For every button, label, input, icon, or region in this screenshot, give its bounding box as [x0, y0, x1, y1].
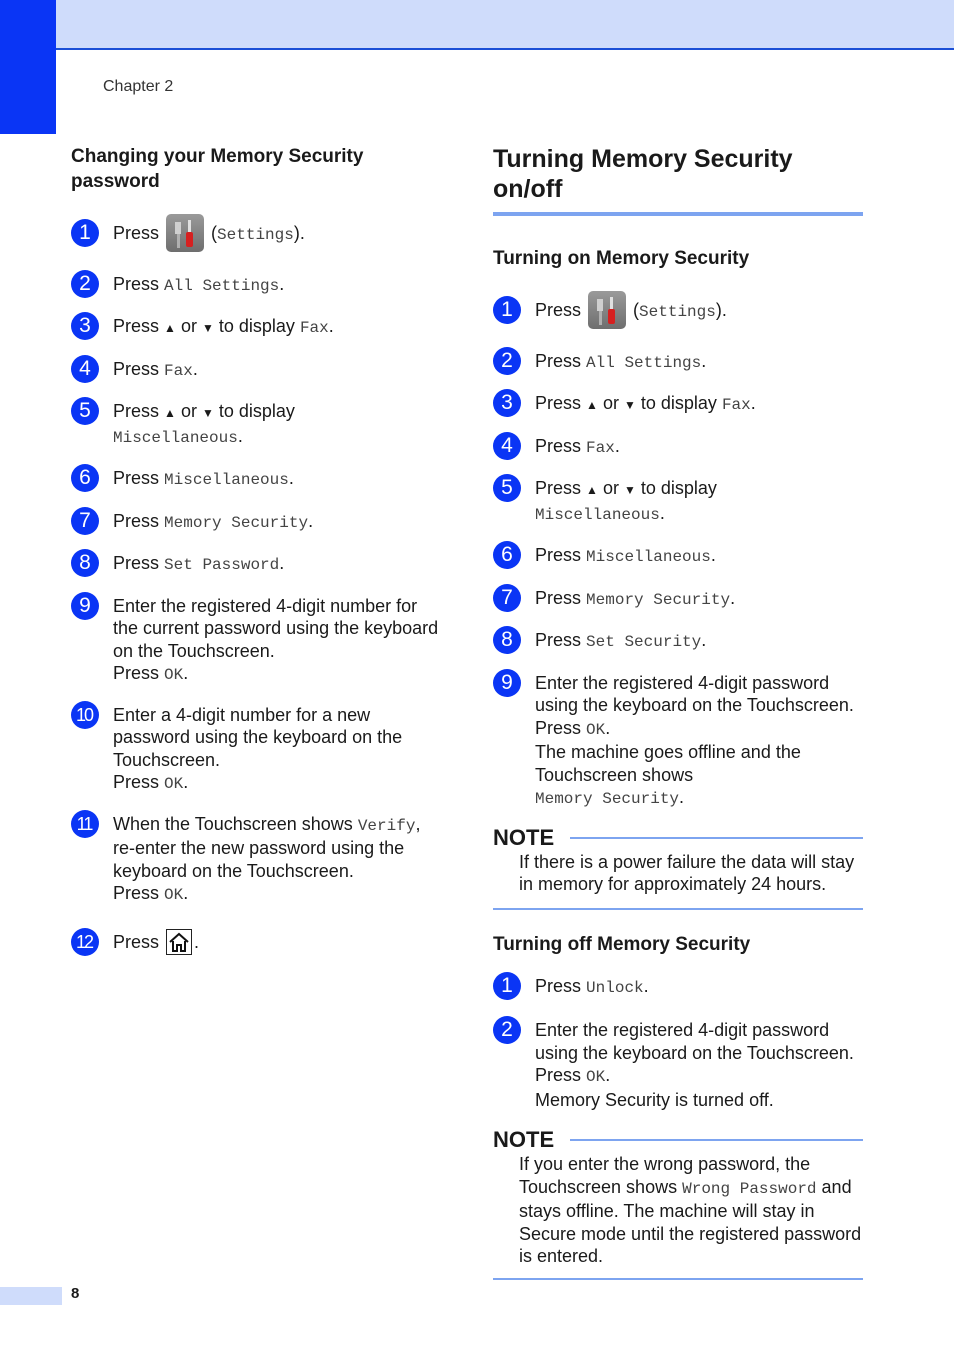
lcd-text: OK: [164, 666, 184, 684]
step: [71, 813, 443, 907]
note-rule: [493, 1278, 863, 1280]
step-text: to display: [640, 393, 717, 413]
step-text: Press: [535, 587, 582, 608]
step-number: 8: [493, 626, 521, 654]
step-text: .: [194, 931, 200, 952]
step-text: Press: [113, 223, 160, 243]
lcd-text: Settings: [639, 303, 716, 321]
lcd-text: Settings: [217, 226, 294, 244]
step: [493, 587, 863, 612]
lcd-text: Miscellaneous: [164, 471, 289, 489]
step-number: 6: [493, 541, 521, 569]
step-number: 2: [493, 347, 521, 375]
lcd-text: Wrong Password: [682, 1179, 817, 1198]
lcd-text: Fax: [299, 319, 329, 337]
step-text: or: [180, 401, 197, 421]
lcd-text: Fax: [586, 438, 615, 457]
step-text: Press: [535, 393, 582, 413]
step-number: 5: [71, 397, 99, 425]
step-text: ).: [715, 300, 727, 320]
step-text: .: [192, 358, 198, 379]
step: [493, 629, 863, 654]
section-title: Turning on Memory Security: [493, 248, 750, 269]
step-number: 4: [493, 432, 521, 460]
note-label: NOTE: [493, 824, 555, 850]
page-tab: [0, 1287, 62, 1305]
step-text: .: [605, 1065, 611, 1085]
step-text: .: [730, 587, 736, 608]
step-text: The machine goes offline and the Touchscreen shows: [535, 742, 801, 785]
note-box: [493, 825, 863, 910]
step: [71, 315, 443, 340]
step-text: Press: [535, 717, 582, 738]
step-number: 2: [71, 270, 99, 298]
step-text: Press: [535, 300, 582, 320]
step-number: 1: [493, 972, 521, 1000]
step-text: , re-enter the new password using the keyboard on the Touchscreen.: [113, 813, 421, 881]
step-text: Press: [113, 358, 160, 379]
step-text: Press: [113, 883, 160, 903]
step-text: .: [701, 630, 707, 650]
step-number: 3: [493, 389, 521, 417]
step-text: .: [308, 510, 314, 531]
step-text: .: [659, 502, 665, 523]
step-text: .: [701, 350, 707, 371]
lcd-text: All Settings: [164, 276, 280, 295]
up-arrow-icon: ▲: [586, 483, 598, 497]
step: [71, 467, 443, 492]
step: [71, 222, 443, 247]
lcd-text: Memory Security: [586, 590, 731, 609]
chapter-label: Chapter 2: [103, 78, 174, 95]
lcd-text: Miscellaneous: [586, 548, 711, 566]
lcd-text: Set Password: [164, 556, 280, 574]
step-text: Memory Security is turned off.: [535, 1089, 774, 1110]
lcd-text: Memory Security: [535, 790, 680, 808]
step-text: to display: [218, 401, 295, 421]
section-title: Turning off Memory Security: [493, 933, 751, 955]
step-number: 4: [71, 355, 99, 383]
step-text: Enter the registered 4-digit number for the current password using the keyboard on the Touchscreen.: [113, 595, 439, 661]
down-arrow-icon: ▼: [623, 398, 636, 412]
step: [71, 510, 443, 535]
up-arrow-icon: ▲: [164, 406, 176, 420]
step-number: 9: [493, 669, 521, 697]
lcd-text: Miscellaneous: [113, 428, 238, 447]
step-text: .: [679, 787, 685, 807]
step-number: 9: [71, 592, 99, 620]
lcd-text: OK: [586, 720, 606, 739]
down-arrow-icon: ▼: [623, 483, 636, 497]
step-text: .: [614, 435, 620, 456]
step: [493, 672, 863, 811]
page-number: 8: [71, 1285, 80, 1302]
step-text: Press: [113, 553, 160, 573]
step-number: 5: [493, 474, 521, 502]
step-number: 1: [493, 296, 521, 324]
note-rule: [570, 1139, 863, 1141]
step-text: Press: [113, 316, 160, 336]
step-text: .: [643, 975, 649, 996]
step-text: Press: [113, 663, 160, 683]
step: [71, 595, 443, 687]
step-text: .: [605, 717, 611, 738]
note-label: NOTE: [493, 1127, 555, 1152]
step-text: Enter a 4-digit number for a new password using the keyboard on the Touchscreen.: [113, 704, 403, 770]
step-text: ).: [293, 223, 305, 243]
step-text: .: [279, 553, 285, 573]
note-text: [493, 1153, 863, 1268]
step-text: .: [183, 883, 189, 903]
step: [493, 350, 863, 375]
step-number: 6: [71, 464, 99, 492]
lcd-text: OK: [586, 1068, 606, 1086]
step-text: Press: [535, 435, 582, 456]
step-number: 3: [71, 312, 99, 340]
lcd-text: OK: [164, 886, 184, 904]
header-band: [0, 0, 954, 50]
step: [493, 392, 863, 417]
note-header: [493, 1127, 863, 1153]
step: [493, 1019, 863, 1111]
up-arrow-icon: ▲: [586, 398, 598, 412]
step-text: .: [183, 772, 189, 792]
step-number: 7: [71, 507, 99, 535]
step-text: .: [328, 316, 334, 336]
step: [71, 704, 443, 796]
section-title: Changing your Memory Security password: [71, 146, 364, 192]
lcd-text: Fax: [721, 396, 751, 414]
step-text: Press: [535, 975, 582, 996]
chapter-section-title: Turning Memory Security on/off: [493, 145, 793, 203]
step: [71, 358, 443, 383]
right-column: [493, 144, 863, 1280]
step-text: (: [633, 300, 640, 320]
step-text: or: [180, 316, 197, 336]
step-number: 8: [71, 549, 99, 577]
settings-icon: [166, 214, 204, 252]
step-text: Press: [113, 468, 160, 488]
step-text: Enter the registered 4-digit password using the keyboard on the Touchscreen.: [535, 672, 854, 715]
step-text: (: [211, 223, 218, 243]
step-text: Press: [113, 273, 160, 294]
step-text: .: [183, 663, 189, 683]
settings-icon: [588, 291, 626, 329]
lcd-text: Fax: [164, 361, 193, 380]
down-arrow-icon: ▼: [201, 321, 214, 335]
home-icon: [166, 929, 192, 955]
step-text: .: [237, 425, 243, 446]
lcd-text: Unlock: [586, 978, 644, 997]
note-text-part: and stays offline. The machine will stay in Secure mode until the registered password is entered.: [519, 1176, 862, 1266]
step-text: Press: [535, 350, 582, 371]
step-text: .: [750, 393, 756, 413]
step: [493, 477, 863, 526]
down-arrow-icon: ▼: [201, 406, 214, 420]
step: [71, 931, 443, 954]
step-text: Enter the registered 4-digit password using the keyboard on the Touchscreen.: [535, 1020, 854, 1063]
step-text: to display: [218, 316, 295, 336]
step-text: Press: [535, 630, 582, 650]
step-text: Press: [113, 772, 160, 792]
step-text: Press: [113, 401, 160, 421]
step-number: 1: [71, 219, 99, 247]
note-box: [493, 1127, 863, 1280]
step: [493, 544, 863, 569]
step-text: .: [288, 468, 294, 488]
step: [493, 975, 863, 1000]
step-text: Press: [535, 478, 582, 498]
step-text: or: [602, 393, 619, 413]
note-text: If there is a power failure the data will stay in memory for approximately 24 hours.: [519, 851, 855, 894]
chapter-tab: [0, 0, 56, 134]
step: [71, 400, 443, 449]
left-column: [71, 144, 443, 953]
lcd-text: Memory Security: [164, 513, 309, 532]
step-number: 7: [493, 584, 521, 612]
note-text-part: If you enter the wrong password, the Touchscreen shows: [519, 1154, 811, 1197]
step-number: 10: [71, 701, 99, 729]
step: [71, 552, 443, 577]
step-number: 11: [71, 810, 99, 838]
step-text: Press: [535, 545, 582, 565]
step-text: to display: [640, 478, 717, 498]
step-text: Press: [113, 510, 160, 531]
lcd-text: OK: [164, 775, 184, 793]
step-text: Press: [113, 931, 160, 952]
step-number: 2: [493, 1016, 521, 1044]
lcd-text: All Settings: [586, 353, 702, 372]
step-text: When the Touchscreen shows: [113, 813, 353, 834]
step-text: .: [710, 545, 716, 565]
step-text: Press: [535, 1065, 582, 1085]
lcd-text: Verify: [357, 816, 416, 835]
step-text: .: [279, 273, 285, 294]
note-rule: [570, 837, 863, 839]
step-text: or: [602, 478, 619, 498]
note-header: [493, 825, 863, 851]
step: [493, 299, 863, 324]
lcd-text: Miscellaneous: [535, 505, 660, 524]
lcd-text: Set Security: [586, 633, 702, 651]
step: [71, 273, 443, 298]
step-number: 12: [71, 928, 99, 956]
up-arrow-icon: ▲: [164, 321, 176, 335]
step: [493, 435, 863, 460]
